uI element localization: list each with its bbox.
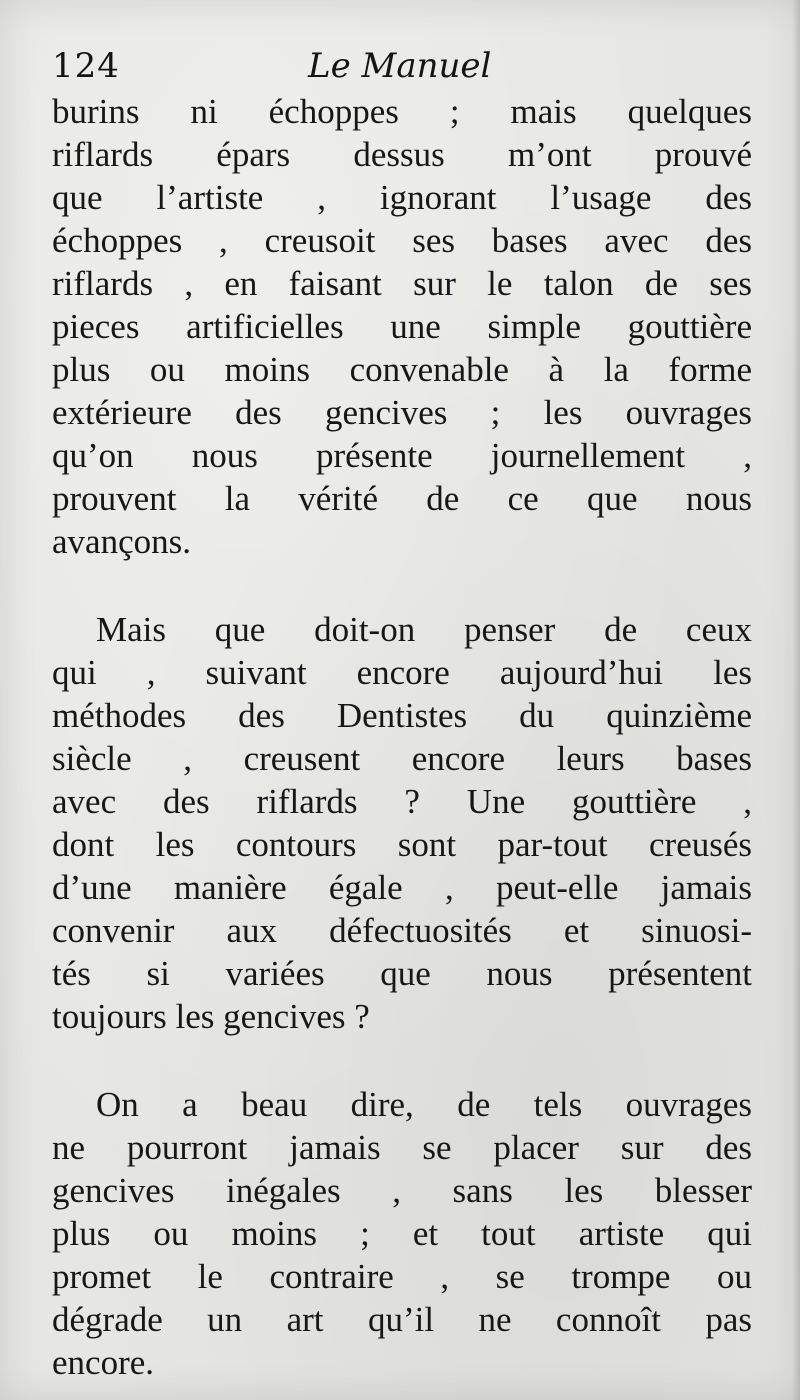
text-line: riflards , en faisant sur le talon de ses <box>52 264 752 303</box>
text-line: pieces artificielles une simple gouttière <box>52 307 752 346</box>
text-line: tés si variées que nous présentent <box>52 954 752 993</box>
text-line: que l’artiste , ignorant l’usage des <box>52 178 752 217</box>
body-text <box>52 90 752 1384</box>
text-line: avec des riflards ? Une gouttière , <box>52 782 752 821</box>
text-line: échoppes , creusoit ses bases avec des <box>52 221 752 260</box>
page-edge-shadow <box>792 0 800 1400</box>
text-line: plus ou moins convenable à la forme <box>52 350 752 389</box>
text-line: méthodes des Dentistes du quinzième <box>52 696 752 735</box>
text-line: prouvent la vérité de ce que nous <box>52 479 752 518</box>
text-line: qu’on nous présente journellement , <box>52 436 752 475</box>
text-line: gencives inégales , sans les blesser <box>52 1171 752 1210</box>
text-line: encore. <box>52 1343 155 1382</box>
text-line: Mais que doit-on penser de ceux <box>96 610 752 649</box>
text-line: d’une manière égale , peut-elle jamais <box>52 868 752 907</box>
paragraph-1 <box>52 90 752 563</box>
text-line: riflards épars dessus m’ont prouvé <box>52 135 752 174</box>
text-line: dont les contours sont par-tout creusés <box>52 825 752 864</box>
text-line: qui , suivant encore aujourd’hui les <box>52 653 752 692</box>
paragraph-2 <box>52 608 752 1038</box>
text-line: dégrade un art qu’il ne connoît pas <box>52 1300 752 1339</box>
paragraph-3 <box>52 1083 752 1384</box>
text-line: avançons. <box>52 522 191 561</box>
text-line: convenir aux défectuosités et sinuosi- <box>52 911 752 950</box>
text-line: extérieure des gencives ; les ouvrages <box>52 393 752 432</box>
text-line: toujours les gencives ? <box>52 997 370 1036</box>
page-header <box>52 38 752 94</box>
text-line: plus ou moins ; et tout artiste qui <box>52 1214 752 1253</box>
text-line: promet le contraire , se trompe ou <box>52 1257 752 1296</box>
text-line: burins ni échoppes ; mais quelques <box>52 92 752 131</box>
text-line: ne pourront jamais se placer sur des <box>52 1128 752 1167</box>
page-number: 124 <box>52 46 120 86</box>
running-head: Le Manuel <box>308 46 492 86</box>
text-line: siècle , creusent encore leurs bases <box>52 739 752 778</box>
text-line: On a beau dire, de tels ouvrages <box>96 1085 752 1124</box>
